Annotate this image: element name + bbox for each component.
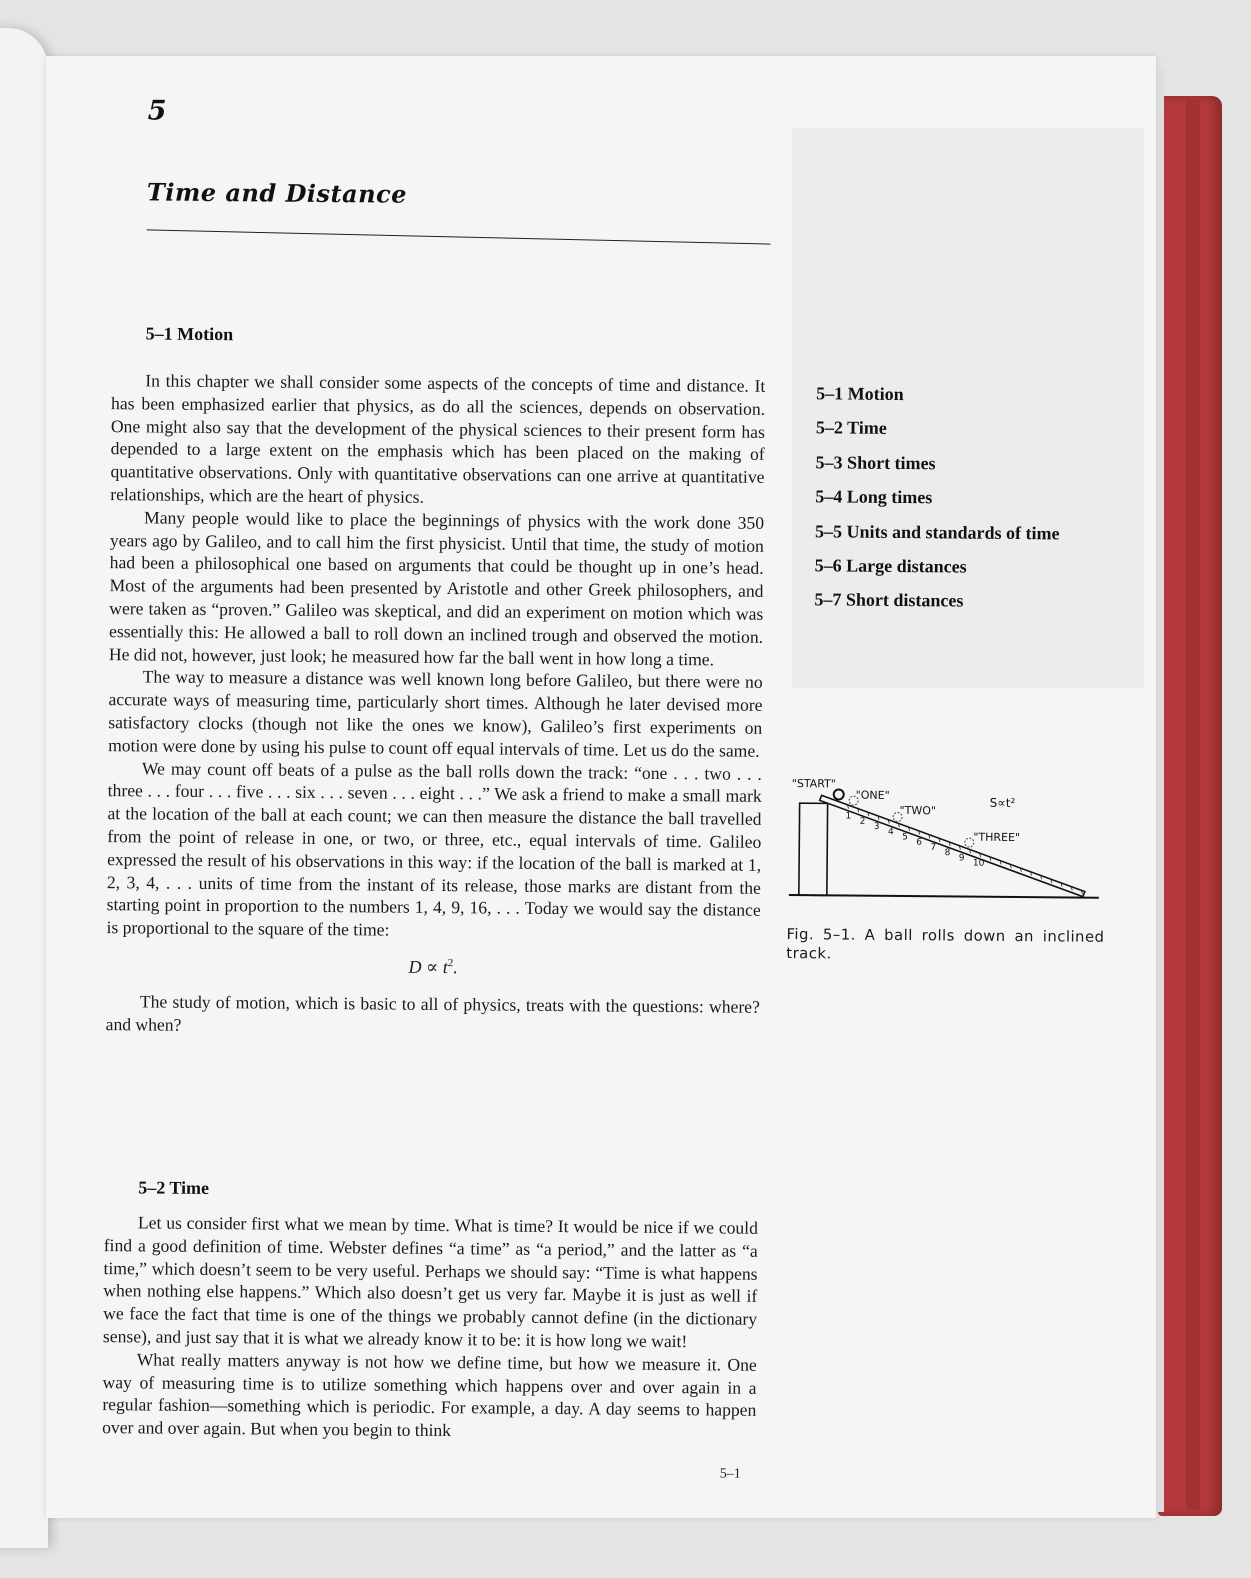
outline-item: 5–7 Short distances — [814, 589, 964, 611]
track-tick-label: 9 — [958, 853, 965, 864]
ball-start-icon — [834, 789, 844, 799]
section-motion-body — [106, 369, 766, 1041]
outline-item: 5–5 Units and standards of time — [814, 520, 1060, 543]
inclined-track-figure — [787, 773, 1108, 910]
label-one: "ONE" — [855, 788, 890, 802]
track-tick-label: 5 — [902, 832, 908, 843]
track-tick-label: 3 — [873, 821, 880, 833]
track-tick-mark — [1020, 869, 1021, 872]
track-tick-label: 1 — [845, 811, 852, 822]
track-tick-label: 4 — [887, 827, 894, 838]
label-three: "THREE" — [973, 830, 1021, 845]
track — [819, 795, 1086, 896]
outline-item: 5–3 Short times — [815, 452, 936, 474]
track-tick-mark — [959, 846, 960, 849]
track-tick-mark — [878, 817, 879, 820]
chapter-number: 5 — [147, 95, 167, 127]
track-tick-mark — [848, 806, 849, 809]
track-tick-mark — [970, 850, 971, 853]
track-tick-mark — [980, 854, 981, 857]
chapter-title: Time and Distance — [146, 177, 408, 209]
paragraph: We may count off beats of a pulse as the ball rolls down the track: “one . . . two . . . three . . . four . . . five . . . six . . . seven . . . eight . . .” We ask a friend to make a small mark at the location of the ball at each count; we can then measure the distance the ball travelled from the point of release in one, or two, or three, etc., equal intervals of time. Galileo expressed the result of his observations in this way: if the location of the ball is marked at 1, 2, 3, 4, . . . units of time from the instant of its release, those marks are distant from the starting point in proportion to the numbers 1, 4, 9, 16, . . . Today we would say the distance is proportional to the square of the time: — [106, 757, 762, 940]
title-rule — [147, 229, 771, 244]
paragraph: Let us consider first what we mean by time. What is time? It would be nice if we could find a good definition of time. Webster defines “a time” as “a period,” and the latter as “a time,” which doesn’t seem to be very useful. Perhaps we should say: “Time is what happens when nothing else happens.” Which also doesn’t get us very far. Maybe it is just as well if we face the fact that time is one of the things we probably cannot define (in the dictionary sense), and just say that it is what we already know it to be: it is how long we wait! — [102, 1212, 759, 1352]
outline-item: 5–6 Large distances — [814, 555, 967, 577]
outline-item: 5–2 Time — [815, 417, 887, 439]
track-tick-mark — [888, 820, 889, 823]
paragraph: The study of motion, which is basic to all of physics, treats with the questions: where? and when? — [105, 991, 760, 1035]
track-tick-mark — [858, 809, 859, 812]
track-tick-label: 8 — [944, 848, 951, 859]
track-tick-mark — [1031, 872, 1032, 875]
support-block — [799, 803, 828, 895]
outline-item: 5–4 Long times — [815, 486, 933, 508]
paragraph: The way to measure a distance was well known long before Galileo, but there were no accurate ways of measuring time, particularly short times. Although he later devised more satisfactory clocks (though not like the ones we know), Galileo’s first experiments on motion were done by using his pulse to count off equal intervals of time. Let us do the same. — [108, 666, 763, 761]
paragraph: Many people would like to place the beginnings of physics with the work done 350 years ago by Galileo, and to call him the first physicist. Until that time, the study of motion had been a philosophical one based on arguments that could be thought up in one’s head. Most of the arguments had been presented by Aristotle and other Greek philosophers, and were taken as “proven.” Galileo was skeptical, and did an experiment on motion which was essentially this: He allowed a ball to roll down an inclined trough and observed the motion. He did not, however, just look; he measured how far the ball went in how long a time. — [108, 507, 765, 669]
track-tick-mark — [909, 828, 910, 831]
track-tick-label: 2 — [859, 816, 866, 827]
section-time-body — [102, 1211, 758, 1445]
label-start: "START" — [791, 777, 836, 791]
equation-base: D ∝ t — [408, 956, 448, 977]
paragraph: What really matters anyway is not how we define time, but how we measure it. One way of measuring time is to utilize something which happens over and over again in a regular fashion—something which is periodic. For example, a day. A day seems to happen over and over again. But when you begin to think — [102, 1349, 757, 1441]
track-tick-mark — [868, 813, 869, 816]
track-tick-mark — [990, 858, 991, 861]
ground-line — [789, 895, 1099, 898]
track-tick-mark — [1000, 861, 1001, 864]
track-tick-label: 10 — [972, 858, 985, 869]
track-ticks — [845, 806, 1083, 895]
track-tick-mark — [1010, 865, 1011, 868]
track-tick-label: 6 — [916, 837, 923, 848]
equation-exponent: 2 — [447, 956, 454, 970]
track-tick-mark — [919, 832, 920, 835]
outline-item: 5–1 Motion — [816, 383, 904, 405]
page-number: 5–1 — [719, 1466, 741, 1482]
law-label: S∝t² — [989, 795, 1016, 811]
equation — [106, 949, 760, 982]
track-tick-mark — [898, 824, 899, 827]
track-tick-mark — [949, 843, 950, 846]
track-tick-label: 7 — [930, 842, 937, 853]
track-tick-mark — [929, 835, 930, 838]
paragraph: In this chapter we shall consider some aspects of the concepts of time and distance. It has been emphasized earlier that physics, as do all the sciences, depends on observation. One might also say that the development of the physical sciences to their present form has depended to a large extent on the emphasis which has been placed on the making of quantitative observations. Only with quantitative observations can one arrive at quantitative relationships, which are the heart of physics. — [110, 370, 766, 507]
figure-caption: Fig. 5–1. A ball rolls down an inclined track. — [786, 926, 1105, 963]
label-two: "TWO" — [899, 804, 937, 818]
chapter-outline — [814, 381, 1136, 625]
section-heading-time: 5–2 Time — [138, 1177, 210, 1199]
equation-period: . — [453, 957, 458, 978]
section-heading-motion: 5–1 Motion — [145, 323, 234, 345]
track-tick-mark — [939, 839, 940, 842]
